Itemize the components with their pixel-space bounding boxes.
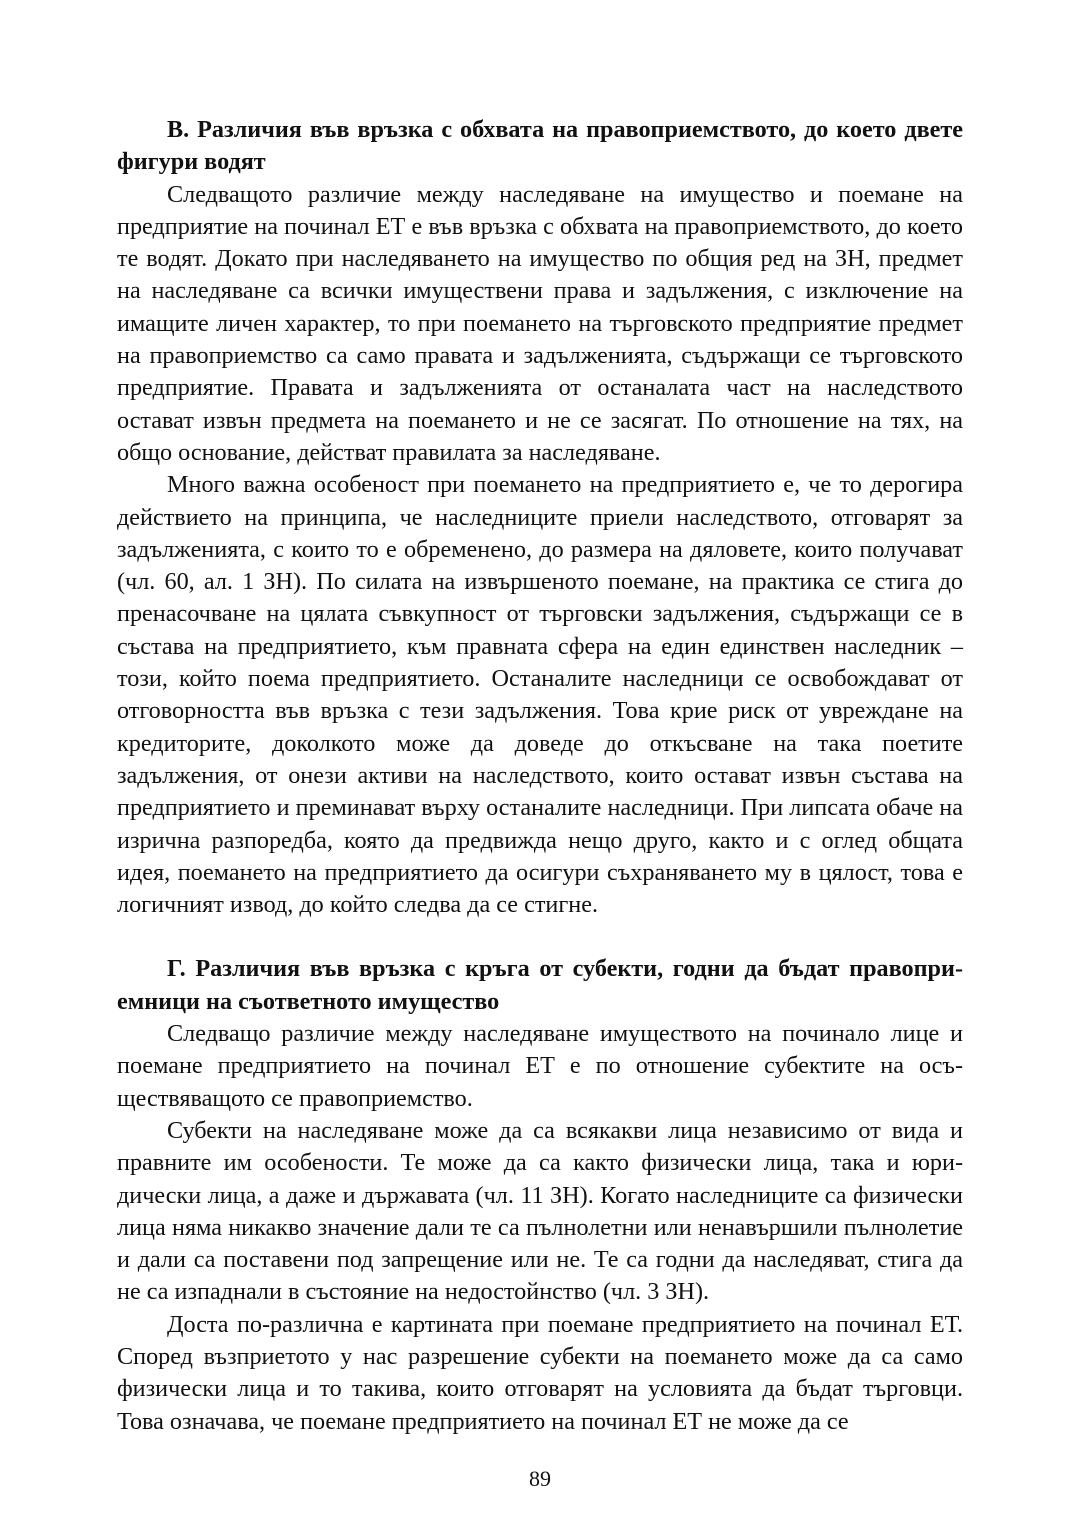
section-spacer [117, 921, 963, 953]
paragraph: Много важна особеност при поемането на предприятието е, че то дерогира действието на принципа, че наследниците приели наследството, отговарят за задълженията, с които то е обременено, до размера на дяловете, които получават (чл. 60, ал. 1 ЗН). По силата на извършеното поемане, на практика се стига до пренасочване на цялата съвкупност от търговски задължения, съдържащи се в състава на предприятието, към правната сфера на един единствен наследник – този, който поема предприятието. Останалите наследници се освобождават от отговорността във връзка с тези задължения. Това крие риск от увреждане на кредиторите, доколкото може да доведе до откъсване на така поетите задължения, от онези активи на наследството, които остават извън състава на предприятието и преминават върху останалите наследници. При липсата обаче на изрична разпоредба, която да предвижда нещо друго, както и с оглед общата идея, поемането на предприятието да осигури съхраняването му в цялост, това е логичният извод, до който следва да се стигне. [117, 471, 963, 919]
page-number: 89 [529, 1466, 551, 1491]
paragraph: Доста по-различна е картината при поемане предприятието на починал ЕТ. Според възприетото у нас разрешение субекти на поемането може да са само физически лица и то такива, които отговарят на условията да бъдат търговци. Това означава, че поемане предприятието на починал ЕТ не може да се [117, 1310, 963, 1435]
document-page [117, 114, 963, 1438]
paragraph: Субекти на наследяване може да са всякакви лица независимо от вида и правните им особености. Те може да са както физически лица, така и юридически лица, а даже и държавата (чл. 11 ЗН). Когато наследниците са физически лица няма никакво значение дали те са пълнолетни или ненавършили пълнолетие и дали са поставени под запрещение или не. Те са годни да наследяват, стига да не са изпаднали в състояние на недостойнство (чл. 3 ЗН). [117, 1116, 963, 1306]
section-heading-g: Г. Различия във връзка с кръга от субекти, годни да бъдат правоприемници на съответното имущество [117, 955, 963, 1015]
paragraph: Следващо различие между наследяване имуществото на починало лице и поемане предприятието на починал ЕТ е по отношение субектите на осъществяващото се правоприемство. [117, 1020, 963, 1112]
section-heading-v: В. Различия във връзка с обхвата на правоприемството, до което двете фигури водят [117, 116, 963, 176]
paragraph: Следващото различие между наследяване на имущество и поемане на предприятие на починал ЕТ е във връзка с обхвата на правоприемството, до което те водят. Докато при наследяването на имущество по общия ред на ЗН, предмет на наследяване са всички имуществени права и задължения, с изключение на имащите личен характер, то при поемането на търговското предприятие предмет на правоприемство са само правата и задълженията, съдържащи се търговското предприятие. Правата и задълженията от останалата част на наследството остават извън предмета на поемането и не се засягат. По отношение на тях, на общо основание, действат правилата за наследяване. [117, 180, 963, 466]
